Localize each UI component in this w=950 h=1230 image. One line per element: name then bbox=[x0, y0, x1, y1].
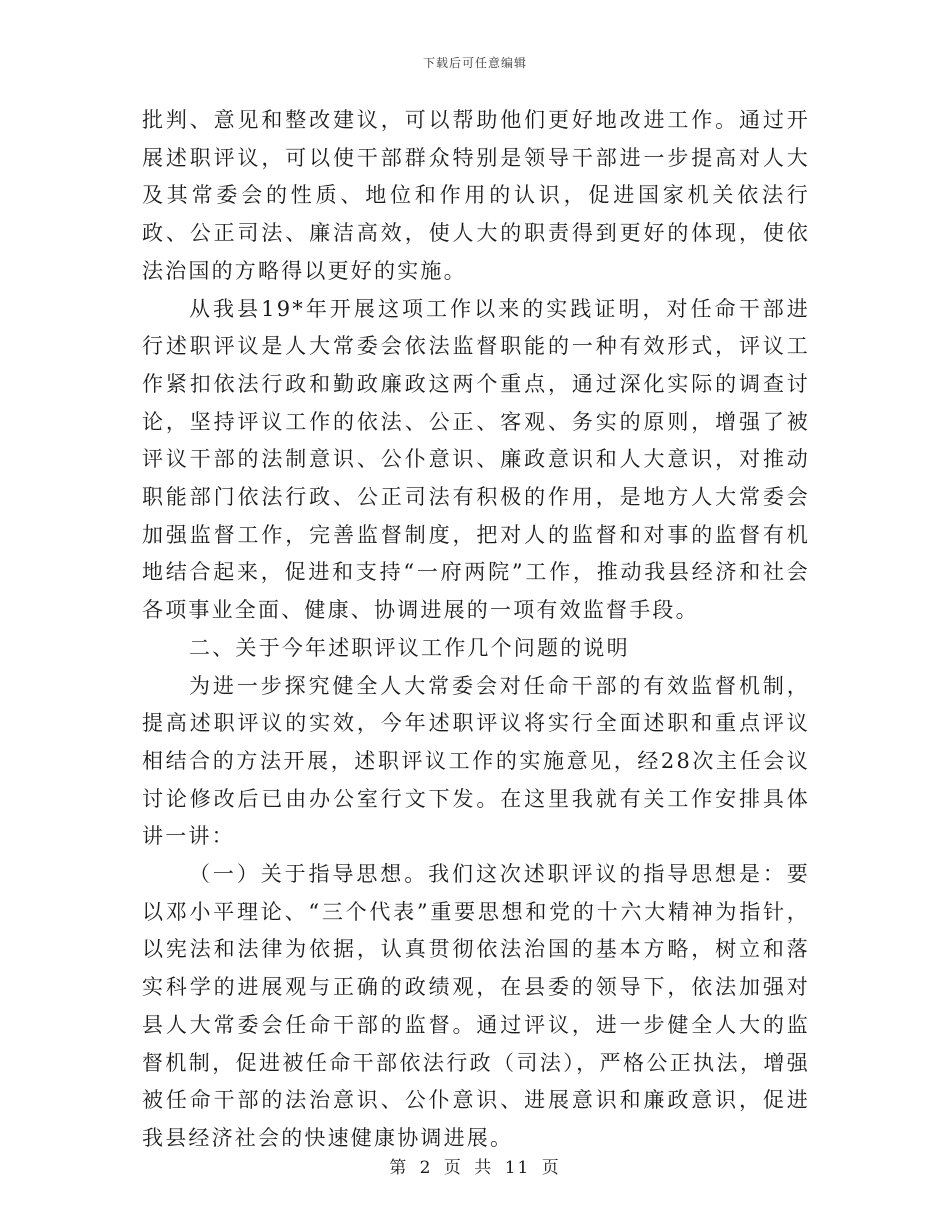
section-heading: 二、关于今年述职评议工作几个问题的说明 bbox=[189, 635, 630, 660]
paragraph-practice-proof: 从我县19*年开展这项工作以来的实践证明，对任命干部进行述职评议是人大常委会依法监督职能的一种有效形式，评议工作紧扣依法行政和勤政廉政这两个重点，通过深化实际的调查讨论，坚持评议工作的依法、公正、客观、务实的原则，增强了被评议干部的法制意识、公仆意识、廉政意识和人大意识，对推动职能部门依法行政、公正司法有积极的作用，是地方人大常委会加强监督工作，完善监督制度，把对人的监督和对事的监督有机地结合起来，促进和支持“一府两院”工作，推动我县经济和社会各项事业全面、健康、协调进展的一项有效监督手段。 bbox=[142, 296, 810, 623]
paragraph-explanation: 为进一步探究健全人大常委会对任命干部的有效监督机制，提高述职评议的实效，今年述职评议将实行全面述职和重点评议相结合的方法开展，述职评议工作的实施意见，经28次主任会议讨论修改后已由办公室行文下发。在这里我就有关工作安排具体讲一讲： bbox=[142, 673, 810, 849]
paragraph-continuation: 批判、意见和整改建议，可以帮助他们更好地改进工作。通过开展述职评议，可以使干部群众特别是领导干部进一步提高对人大及其常委会的性质、地位和作用的认识，促进国家机关依法行政、公正司法、廉洁高效，使人大的职责得到更好的体现，使依法治国的方略得以更好的实施。 bbox=[142, 108, 810, 283]
page-number: 第 2 页 共 11 页 bbox=[389, 1158, 561, 1178]
page-header: 下载后可任意编辑 bbox=[422, 56, 527, 70]
paragraph-guiding-thought: （一）关于指导思想。我们这次述职评议的指导思想是：要以邓小平理论、“三个代表”重要思想和党的十六大精神为指针，以宪法和法律为依据，认真贯彻依法治国的基本方略，树立和落实科学的进展观与正确的政绩观，在县委的领导下，依法加强对县人大常委会任命干部的监督。通过评议，进一步健全人大的监督机制，促进被任命干部依法行政（司法），严格公正执法，增强被任命干部的法治意识、公仆意识、进展意识和廉政意识，促进我县经济社会的快速健康协调进展。 bbox=[142, 862, 810, 1150]
document-body bbox=[142, 102, 810, 1158]
